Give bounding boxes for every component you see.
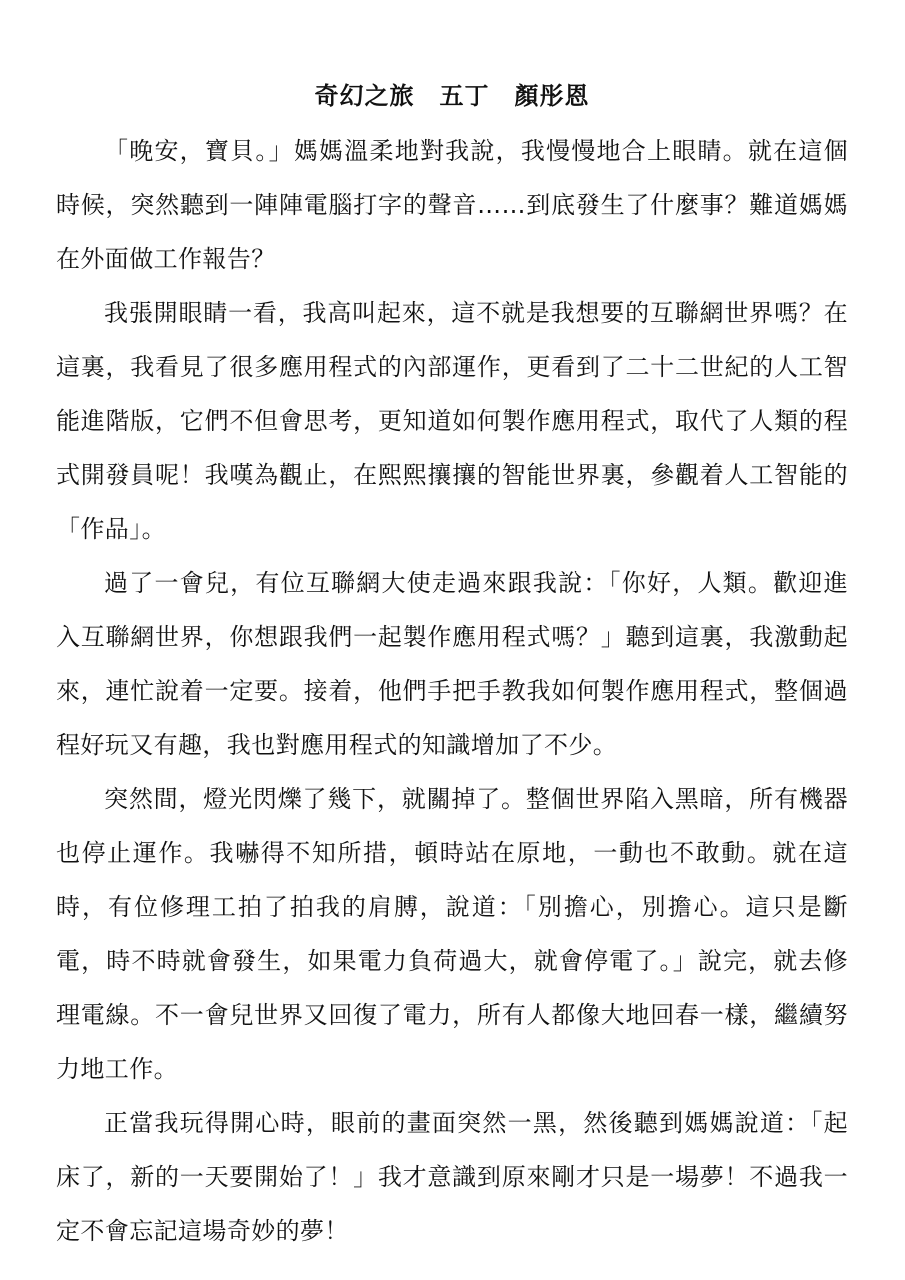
paragraph-4: 突然間，燈光閃爍了幾下，就關掉了。整個世界陷入黑暗，所有機器也停止運作。我嚇得不知所措，頓時站在原地，一動也不敢動。就在這時，有位修理工拍了拍我的肩膊，說道：「別擔心，別擔心。這只是斷電，時不時就會發生，如果電力負荷過大，就會停電了。」說完，就去修理電線。不一會兒世界又回復了電力，所有人都像大地回春一樣，繼續努力地工作。 [56, 785, 848, 1083]
document-title: 奇幻之旅 五丁 顏彤恩 [314, 82, 590, 110]
paragraph-3: 過了一會兒，有位互聯網大使走過來跟我說：「你好，人類。歡迎進入互聯網世界，你想跟我們一起製作應用程式嗎？」聽到這裏，我激動起來，連忙說着一定要。接着，他們手把手教我如何製作應用程式，整個過程好玩又有趣，我也對應用程式的知識增加了不少。 [56, 569, 848, 759]
paragraph-1: 「晚安，寶貝。」媽媽溫柔地對我說，我慢慢地合上眼睛。就在這個時候，突然聽到一陣陣電腦打字的聲音……到底發生了什麼事？難道媽媽在外面做工作報告？ [56, 137, 848, 273]
paragraph-2: 我張開眼睛一看，我高叫起來，這不就是我想要的互聯網世界嗎？在這裏，我看見了很多應用程式的內部運作，更看到了二十二世紀的人工智能進階版，它們不但會思考，更知道如何製作應用程式，取代了人類的程式開發員呢！我嘆為觀止，在熙熙攘攘的智能世界裏，參觀着人工智能的「作品」。 [56, 299, 848, 543]
document-page [56, 74, 848, 1258]
paragraph-5: 正當我玩得開心時，眼前的畫面突然一黑，然後聽到媽媽說道：「起床了，新的一天要開始了！」我才意識到原來剛才只是一場夢！不過我一定不會忘記這場奇妙的夢！ [56, 1109, 848, 1245]
